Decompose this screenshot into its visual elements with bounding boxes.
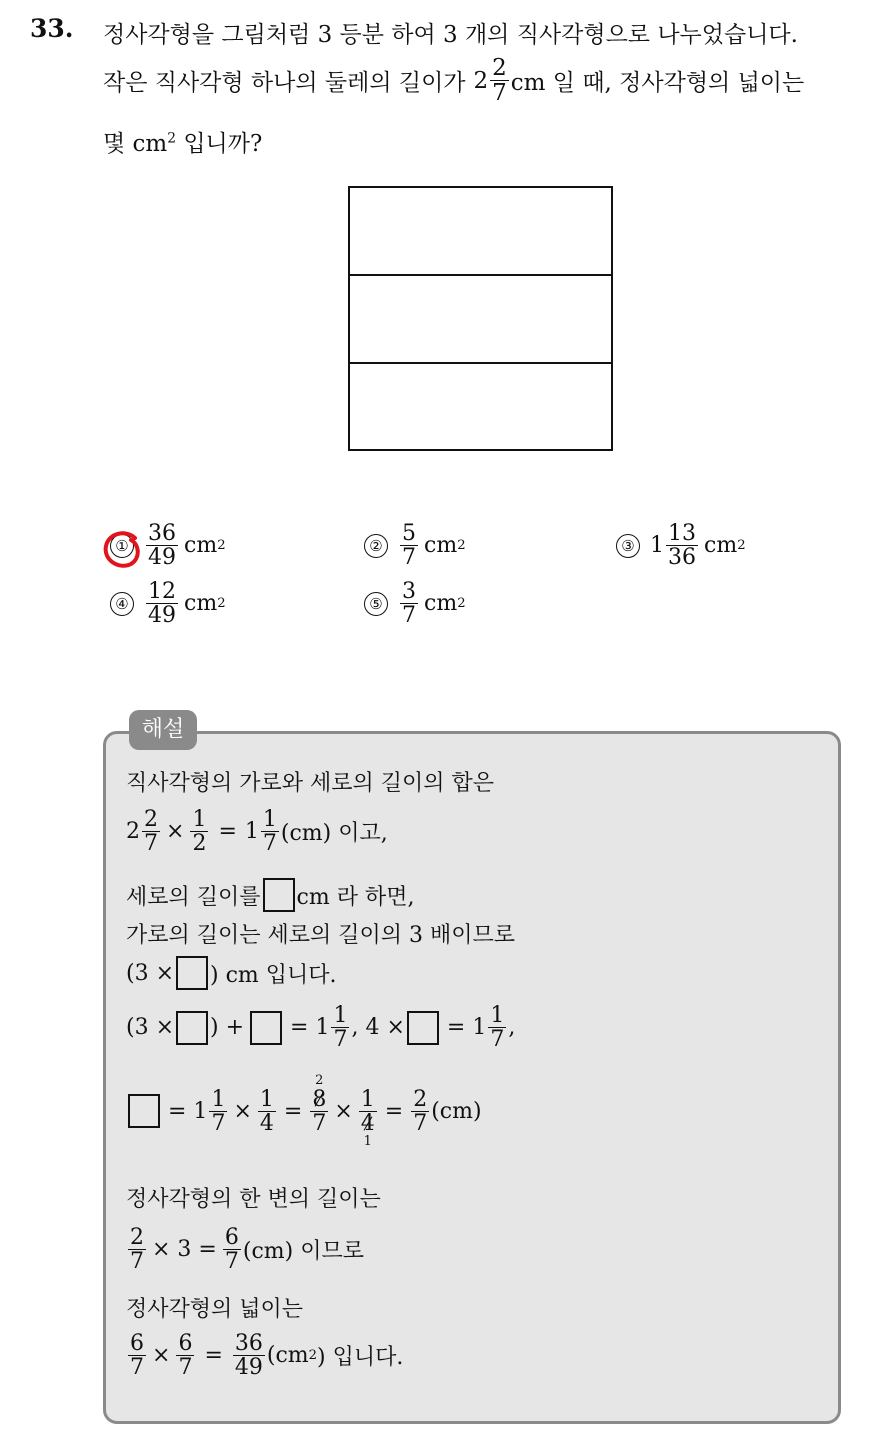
- fraction: [223, 1226, 241, 1273]
- denominator: 7: [130, 1249, 144, 1275]
- numerator: 6: [178, 1331, 193, 1356]
- square-figure: [348, 186, 614, 452]
- choice-denominator: 49: [148, 603, 176, 629]
- choice-fraction: [400, 522, 418, 569]
- denominator: 7: [262, 831, 277, 857]
- choice-unit: cm: [424, 533, 458, 559]
- denominator: 7: [178, 1355, 193, 1381]
- question-line-3-pre: 몇 cm: [103, 131, 168, 157]
- choice-number: ③: [616, 534, 640, 558]
- text: ) +: [210, 1015, 245, 1041]
- choice-denominator: 7: [402, 545, 416, 571]
- cancelled-fraction: [310, 1074, 328, 1148]
- solution-line-9: [126, 1226, 364, 1273]
- times-sign: ×: [233, 1098, 252, 1124]
- equals-sign: =: [384, 1098, 404, 1124]
- solution-line-2: [126, 808, 388, 855]
- numerator: 1: [360, 1086, 375, 1112]
- cancelled-fraction: [359, 1074, 377, 1148]
- choice-denominator: 36: [668, 545, 696, 571]
- text: × 3 =: [152, 1237, 217, 1263]
- text: (3 ×: [126, 960, 175, 986]
- choice-numerator: 12: [148, 579, 176, 604]
- fraction: [176, 1332, 194, 1379]
- text: 세로의 길이를: [126, 884, 261, 910]
- choice-whole: 1: [650, 533, 664, 559]
- choice-3[interactable]: [616, 522, 746, 569]
- text: = 1: [446, 1015, 487, 1041]
- choice-numerator: 36: [148, 521, 176, 546]
- numerator: 2: [130, 1225, 144, 1250]
- denominator: 7: [211, 1110, 226, 1136]
- numerator: 1: [211, 1086, 226, 1112]
- unknown-box: [176, 956, 208, 990]
- question-line-2-pre: 작은 직사각형 하나의 둘레의 길이가: [103, 70, 466, 97]
- fraction: [331, 1004, 349, 1051]
- choice-number: ②: [364, 534, 388, 558]
- sum-b-fraction: [190, 808, 208, 855]
- choice-unit-exponent: 2: [457, 596, 466, 612]
- cancelled-numerator: 8: [312, 1086, 327, 1112]
- solution-line-3: [126, 878, 414, 912]
- question-line-2-post: cm 일 때, 정사각형의 넓이는: [510, 70, 805, 97]
- line-tail: (cm) 이므로: [242, 1239, 364, 1265]
- fraction: [209, 1088, 227, 1135]
- choice-unit-exponent: 2: [217, 596, 226, 612]
- choice-unit-exponent: 2: [217, 538, 226, 554]
- question-line-2: [103, 56, 804, 105]
- answer-mark-circle: [101, 528, 145, 572]
- numerator: 1: [262, 807, 277, 832]
- solution-line-7: [126, 1074, 482, 1148]
- fraction: [128, 1226, 146, 1273]
- choice-numerator: 13: [668, 521, 696, 546]
- choice-fraction: [400, 580, 418, 627]
- choice-unit: cm: [184, 591, 218, 617]
- choice-unit-exponent: 2: [737, 538, 746, 554]
- denominator: 7: [312, 1110, 327, 1136]
- denominator: 7: [413, 1110, 428, 1136]
- unit-exponent: 2: [308, 1348, 318, 1364]
- choice-fraction: [666, 522, 698, 569]
- solution-line-1: 직사각형의 가로와 세로의 길이의 합은: [126, 771, 495, 796]
- perimeter-fraction: [490, 56, 509, 105]
- solution-line-5: [126, 956, 337, 990]
- line-tail: (cm) 이고,: [280, 821, 388, 847]
- choice-2[interactable]: [364, 522, 466, 569]
- times-sign: ×: [166, 819, 185, 845]
- choice-4[interactable]: [110, 580, 226, 627]
- denominator: 7: [130, 1355, 144, 1381]
- solution-line-11: [126, 1332, 403, 1379]
- choice-number: ①: [110, 534, 134, 558]
- choice-number: ④: [110, 592, 134, 616]
- choice-numerator: 5: [402, 521, 416, 546]
- numerator: 2: [413, 1086, 428, 1112]
- perimeter-numerator: 2: [492, 55, 507, 81]
- numerator: 36: [234, 1331, 263, 1356]
- times-sign: ×: [152, 1343, 171, 1369]
- text: (cm: [266, 1343, 309, 1369]
- choice-5[interactable]: [364, 580, 466, 627]
- numerator: 2: [144, 807, 158, 832]
- numerator: 1: [333, 1003, 348, 1028]
- equals-sign: =: [283, 1098, 303, 1124]
- numerator: 1: [259, 1086, 274, 1112]
- numerator: 6: [130, 1331, 144, 1356]
- sum-a-whole: 2: [126, 819, 140, 845]
- fraction: [488, 1004, 506, 1051]
- text: ,: [508, 1015, 516, 1041]
- choice-number: ⑤: [364, 592, 388, 616]
- text: = 1: [290, 1015, 330, 1041]
- denominator: 49: [234, 1355, 263, 1381]
- reduced-value: 1: [363, 1133, 372, 1149]
- cancelled-denominator: 4: [360, 1110, 375, 1136]
- unknown-box: [128, 1094, 160, 1128]
- solution-line-6: [126, 1004, 515, 1051]
- denominator: 7: [144, 831, 158, 857]
- text: = 1: [168, 1098, 208, 1124]
- fraction: [258, 1088, 276, 1135]
- choice-denominator: 7: [402, 603, 416, 629]
- fraction: [233, 1332, 265, 1379]
- question-line-1: 정사각형을 그림처럼 3 등분 하여 3 개의 직사각형으로 나누었습니다.: [103, 22, 798, 48]
- reduced-value: 2: [315, 1073, 324, 1088]
- solution-line-8: 정사각형의 한 변의 길이는: [126, 1187, 381, 1212]
- sum-a-fraction: [142, 808, 160, 855]
- choice-unit: cm: [184, 533, 218, 559]
- choice-numerator: 3: [402, 579, 416, 604]
- denominator: 2: [192, 831, 207, 857]
- unknown-box: [407, 1011, 439, 1045]
- text: ) 입니다.: [317, 1345, 404, 1371]
- equals-sign: =: [204, 1343, 223, 1369]
- question-number: 33.: [30, 14, 74, 43]
- question-line-3-post: 입니까?: [176, 131, 263, 157]
- unknown-box: [250, 1011, 282, 1045]
- text: , 4 ×: [351, 1015, 405, 1041]
- perimeter-whole: 2: [473, 67, 489, 94]
- denominator: 4: [259, 1110, 274, 1136]
- solution-tag: 해설: [129, 710, 197, 750]
- square-outline: [349, 187, 612, 450]
- denominator: 7: [333, 1027, 348, 1053]
- unit-exponent: 2: [167, 130, 177, 147]
- unknown-box: [176, 1011, 208, 1045]
- sum-c-fraction: [261, 808, 279, 855]
- numerator: 6: [224, 1225, 239, 1250]
- denominator: 7: [490, 1027, 505, 1053]
- text: ) cm 입니다.: [210, 962, 337, 988]
- numerator: 1: [490, 1003, 505, 1028]
- line-tail: (cm): [431, 1098, 482, 1124]
- choice-denominator: 49: [148, 545, 176, 571]
- fraction: [128, 1332, 146, 1379]
- fraction: [411, 1088, 429, 1135]
- question-line-3: [103, 125, 262, 158]
- denominator: 7: [224, 1249, 239, 1275]
- equals-sign: =: [218, 819, 237, 845]
- numerator: 1: [192, 807, 207, 832]
- solution-line-10: 정사각형의 넓이는: [126, 1297, 304, 1322]
- sum-c-whole: 1: [244, 819, 259, 845]
- choice-fraction: [146, 580, 178, 627]
- text: (3 ×: [126, 1015, 175, 1041]
- perimeter-denominator: 7: [492, 80, 507, 107]
- times-sign: ×: [334, 1098, 353, 1124]
- solution-line-4: 가로의 길이는 세로의 길이의 3 배이므로: [126, 923, 515, 948]
- choice-fraction: [146, 522, 178, 569]
- text: cm 라 하면,: [296, 884, 415, 910]
- choice-unit: cm: [704, 533, 738, 559]
- choice-unit: cm: [424, 591, 458, 617]
- choice-unit-exponent: 2: [457, 538, 466, 554]
- unknown-box: [263, 878, 295, 912]
